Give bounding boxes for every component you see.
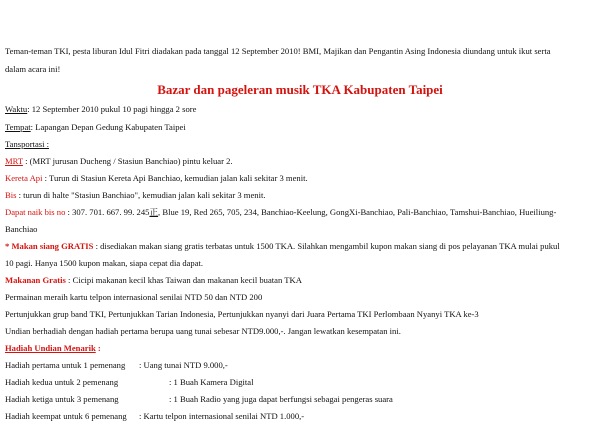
mrt-value: : (MRT jurusan Ducheng / Stasiun Banchiao) pintu keluar 2.: [25, 156, 233, 166]
prize-row: [5, 376, 595, 388]
dapat-naik-label: Dapat naik bis no: [5, 207, 66, 217]
prize-rank: Hadiah ketiga untuk 3 pemenang: [5, 394, 119, 404]
makanan-row: [5, 274, 302, 286]
bis-value: : turun di halte "Stasiun Banchiao", kemudian jalan kali sekitar 3 menit.: [18, 190, 266, 200]
prize-rank: Hadiah kedua untuk 2 pemenang: [5, 377, 119, 387]
kereta-label: Kereta Api: [5, 173, 43, 183]
prize-value: : 1 Buah Radio yang juga dapat berfungsi sebagai pengeras suara: [169, 394, 393, 404]
makan-siang-value-1: : disediakan makan siang gratis terbatas untuk 1500 TKA. Silahkan mengambil kupon makan siang di pos pelayanan TKA mulai pukul: [95, 241, 560, 251]
waktu-value: : 12 September 2010 pukul 10 pagi hingga 2 sore: [27, 104, 197, 114]
waktu-label: Waktu: [5, 104, 28, 114]
prize-rank: Hadiah pertama untuk 1 pemenang: [5, 360, 126, 370]
makan-siang-label: * Makan siang GRATIS: [5, 241, 94, 251]
hadiah-heading-label: Hadiah Undian Menarik: [5, 343, 96, 353]
dapat-naik-row-2: Banchiao: [5, 224, 38, 234]
tempat-row: [5, 121, 186, 133]
intro-line-1: Teman-teman TKI, pesta liburan Idul Fitri diadakan pada tanggal 12 September 2010! BMI, Majikan dan Pengantin Asing Indonesia diundang untuk ikut serta: [5, 46, 551, 56]
prize-row: [5, 359, 595, 371]
makanan-value: : Cicipi makanan kecil khas Taiwan dan makanan kecil buatan TKA: [68, 275, 302, 285]
hadiah-heading: [5, 342, 101, 354]
info-line: Permainan meraih kartu telpon internasional senilai NTD 50 dan NTD 200: [5, 292, 263, 302]
kereta-row: [5, 172, 308, 184]
tempat-label: Tempat: [5, 122, 31, 132]
dapat-naik-value-2: , Blue 19, Red 265, 705, 234, Banchiao-Keelung, GongXi-Banchiao, Pali-Banchiao, Tamshui-Banchiao, Hueiliung-: [158, 207, 557, 217]
hadiah-heading-colon: :: [95, 343, 101, 353]
transportasi-colon: :: [44, 139, 50, 149]
info-line: Pertunjukkan grup band TKI, Pertunjukkan Tarian Indonesia, Pertunjukkan nyanyi dari Juara Pertama TKI Perlombaan Nyanyi TKA ke-3: [5, 309, 479, 319]
transportasi-heading: [5, 138, 49, 150]
dapat-naik-row: [5, 206, 556, 218]
prize-value: : Kartu telpon internasional senilai NTD 1.000,-: [139, 411, 305, 421]
prize-row: [5, 393, 595, 405]
mrt-label: MRT: [5, 156, 23, 166]
dapat-naik-value-1: : 307. 701. 667. 99. 245: [67, 207, 150, 217]
waktu-row: [5, 103, 196, 115]
makan-siang-row: [5, 240, 560, 252]
prize-row: [5, 410, 595, 422]
tempat-value: : Lapangan Depan Gedung Kabupaten Taipei: [30, 122, 186, 132]
transportasi-label: Tansportasi: [5, 139, 45, 149]
makanan-label: Makanan Gratis: [5, 275, 66, 285]
mrt-row: [5, 155, 233, 167]
bis-row: [5, 189, 266, 201]
intro-line-2: dalam acara ini!: [5, 64, 61, 74]
bis-label: Bis: [5, 190, 17, 200]
info-line: Undian berhadiah dengan hadiah pertama berupa uang tunai sebesar NTD9.000,-. Jangan lewatkan kesempatan ini.: [5, 326, 401, 336]
dapat-naik-cjk: 正: [149, 207, 159, 217]
prize-rank: Hadiah keempat untuk 6 pemenang: [5, 411, 127, 421]
prize-value: : Uang tunai NTD 9.000,-: [139, 360, 228, 370]
prize-value: : 1 Buah Kamera Digital: [169, 377, 254, 387]
makan-siang-row-2: 10 pagi. Hanya 1500 kupon makan, siapa cepat dia dapat.: [5, 258, 204, 268]
kereta-value: : Turun di Stasiun Kereta Api Banchiao, kemudian jalan kali sekitar 3 menit.: [44, 173, 308, 183]
event-title: Bazar dan pageleran musik TKA Kabupaten Taipei: [157, 82, 443, 97]
